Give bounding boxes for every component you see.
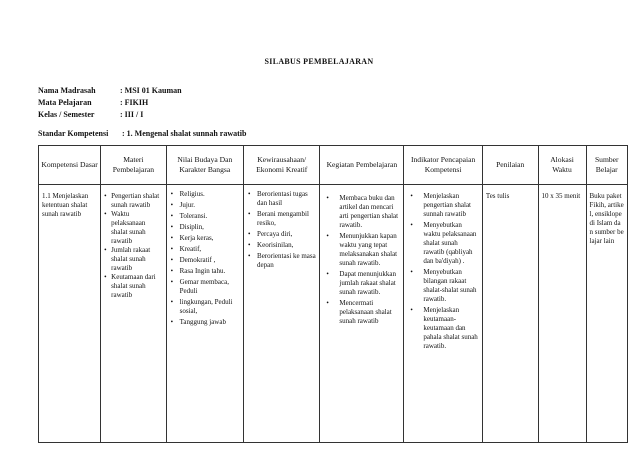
silabus-table: [38, 145, 628, 443]
meta-label: Standar Kompetensi: [38, 129, 109, 138]
header-kegiatan: Kegiatan Pembelajaran: [320, 146, 404, 185]
list-item: • Percaya diri,: [247, 230, 316, 239]
header-sumber: Sumber Belajar: [586, 146, 627, 185]
meta-mata-pelajaran: [38, 98, 148, 107]
list-item: • Pengertian shalat sunah rawatib: [104, 192, 162, 210]
table-row: [39, 185, 628, 443]
list-item: • Membaca buku dan artikel dan mencari arti pengertian shalat rawatib.: [323, 194, 400, 230]
list-item: • Kreatif,: [170, 245, 240, 254]
list-item: • Mencermati pelaksanaan shalat sunah rawatib: [323, 299, 400, 326]
list-item: • Toleransi.: [170, 212, 240, 221]
list-item: • Berorientasi ke masa depan: [247, 252, 316, 270]
list-item: • Tanggung jawab: [170, 318, 240, 327]
list-item: • Keorisinilan,: [247, 241, 316, 250]
cell-sumber: [586, 185, 627, 443]
alokasi-text: 10 x 35 menit: [541, 192, 581, 200]
cell-penilaian: [482, 185, 538, 443]
nilai-list: [170, 190, 240, 327]
list-item: • Kerja keras,: [170, 234, 240, 243]
list-item: • Waktu pelaksanaan shalat sunah rawatib: [104, 210, 162, 246]
list-item: • Dapat menunjukkan jumlah rakaat shalat sunah rawatib.: [323, 270, 400, 297]
header-materi: Materi Pembelajaran: [101, 146, 166, 185]
list-item: • Jujur.: [170, 201, 240, 210]
header-alokasi: Alokasi Waktu: [538, 146, 586, 185]
list-item: • Jumlah rakaat shalat sunah rawatib: [104, 246, 162, 273]
meta-label: Mata Pelajaran: [38, 98, 92, 107]
list-item: • Berani mengambil resiko,: [247, 210, 316, 228]
meta-standar-kompetensi: [38, 129, 246, 138]
table-header-row: [39, 146, 628, 185]
cell-alokasi: [538, 185, 586, 443]
list-item: • Religius.: [170, 190, 240, 199]
header-penilaian: Penilaian: [482, 146, 538, 185]
list-item: • Disiplin,: [170, 223, 240, 232]
list-item: • Demokratif ,: [170, 256, 240, 265]
list-item: • Keutamaan dari shalat sunah rawatib: [104, 273, 162, 300]
page-title: SILABUS PEMBELAJARAN: [264, 57, 374, 66]
list-item: • Berorientasi tugas dan hasil: [247, 190, 316, 208]
list-item: • Menyebutkan bilangan rakaat shalat-shalat sunah rawatib.: [407, 268, 479, 304]
cell-materi: [101, 185, 166, 443]
meta-kelas-semester: [38, 110, 143, 119]
kegiatan-list: [323, 194, 400, 326]
cell-kompetensi-dasar: [39, 185, 101, 443]
list-item: • Gemar membaca, Peduli: [170, 278, 240, 296]
list-item: • Menjelaskan pengertian shalat sunnah rawatib: [407, 192, 479, 219]
meta-value: : III / I: [120, 110, 144, 119]
list-item: • Menunjukkan kapan waktu yang tepat melaksanakan shalat sunah rawatib.: [323, 232, 400, 268]
header-kewirausahaan: Kewirausahaan/ Ekonomi Kreatif: [244, 146, 320, 185]
meta-value: : MSI 01 Kauman: [120, 86, 182, 95]
materi-list: [104, 192, 162, 300]
kewirausahaan-list: [247, 190, 316, 270]
sumber-text: Buku paket Fikih, artikel, ensiklopedi Islam dan sumber belajar lain: [589, 192, 624, 245]
meta-label: Nama Madrasah: [38, 86, 96, 95]
list-item: • Menjelaskan keutamaan-keutamaan dan pahala shalat sunah rawatib.: [407, 306, 479, 351]
kd-text: 1.1 Menjelaskan ketentuan shalat sunah rawatib: [42, 192, 89, 218]
list-item: • Rasa Ingin tahu.: [170, 267, 240, 276]
cell-kegiatan: [320, 185, 404, 443]
cell-indikator: [404, 185, 483, 443]
header-kompetensi-dasar: Kompetensi Dasar: [39, 146, 101, 185]
meta-label: Kelas / Semester: [38, 110, 95, 119]
header-nilai-budaya: Nilai Budaya Dan Karakter Bangsa: [166, 146, 243, 185]
meta-nama-madrasah: [38, 86, 182, 95]
cell-nilai-budaya: [166, 185, 243, 443]
cell-kewirausahaan: [244, 185, 320, 443]
list-item: • Menyebutkan waktu pelaksanaan shalat sunah rawatib (qabliyah dan ba'diyah) .: [407, 221, 479, 266]
penilaian-text: Tes tulis: [485, 192, 510, 200]
indikator-list: [407, 192, 479, 351]
list-item: • lingkungan, Peduli sosial,: [170, 298, 240, 316]
meta-value: : FIKIH: [120, 98, 149, 107]
header-indikator: Indikator Pencapaian Kompetensi: [404, 146, 483, 185]
meta-value: : 1. Mengenal shalat sunnah rawatib: [122, 129, 247, 138]
